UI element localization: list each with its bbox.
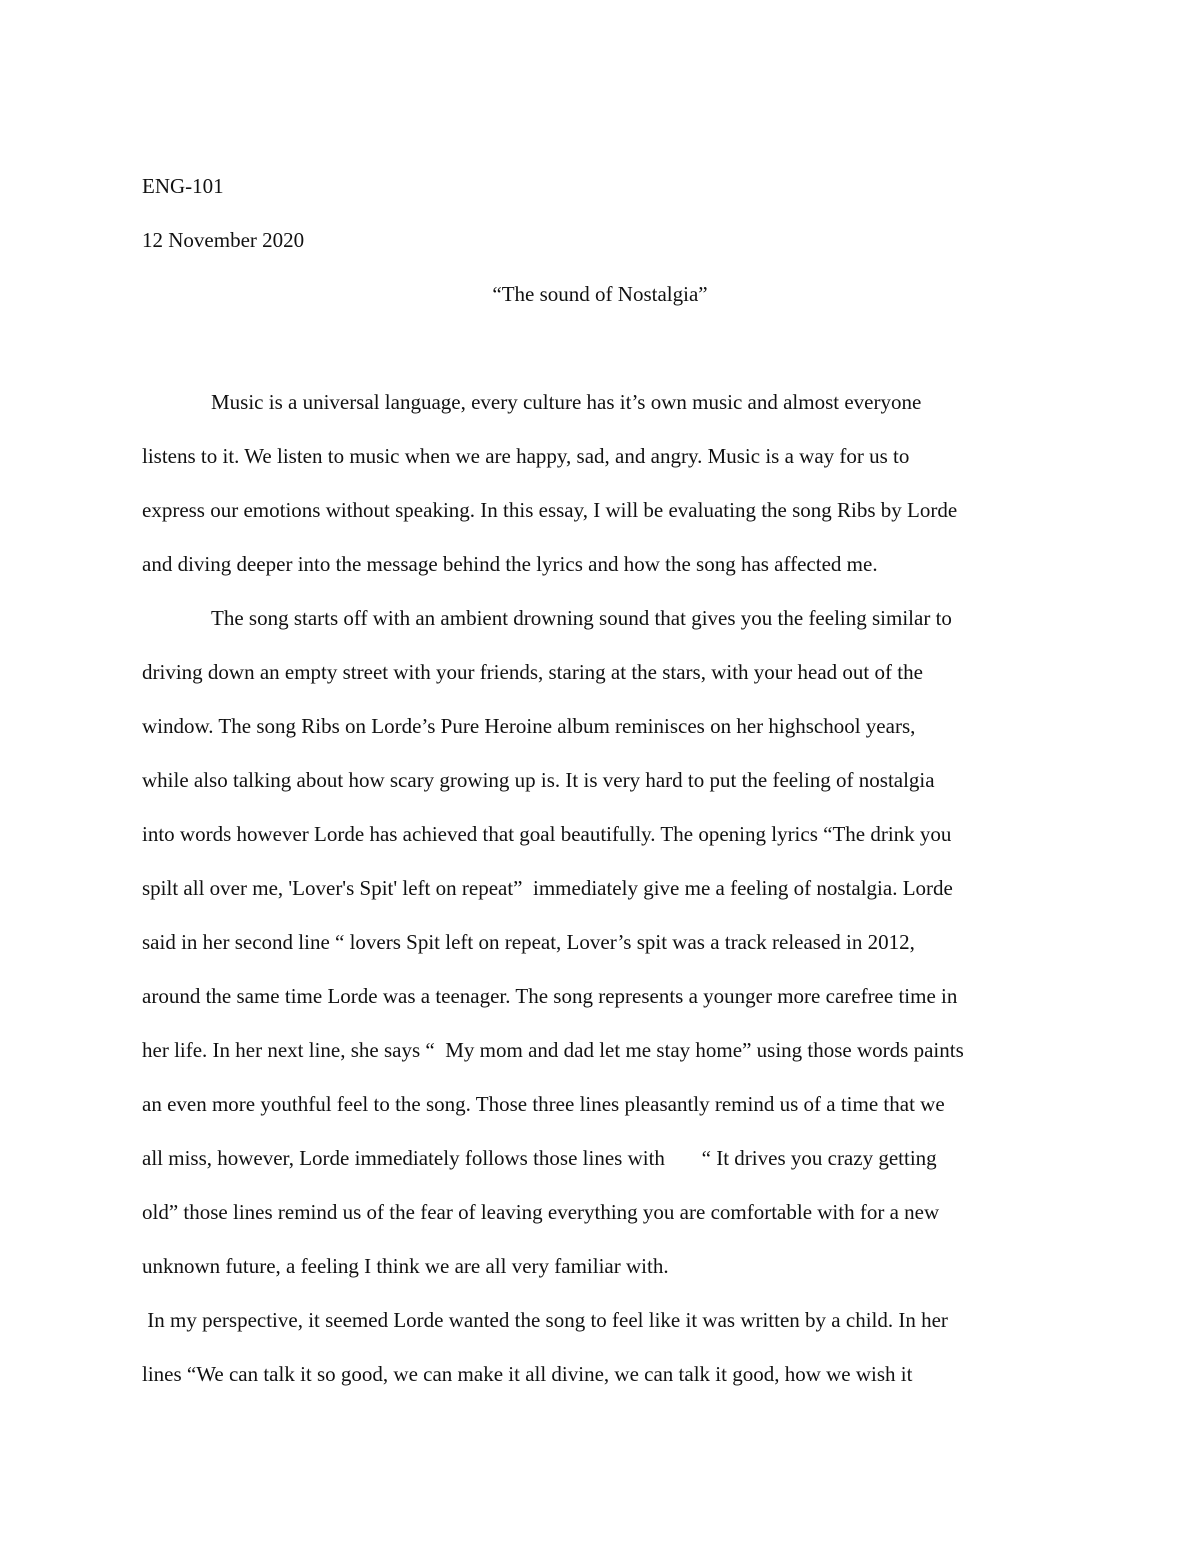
body-line-13: her life. In her next line, she says “ My mom and dad let me stay home” using those words paints	[142, 1038, 964, 1062]
body-line-16: old” those lines remind us of the fear of leaving everything you are comfortable with for a new	[142, 1200, 940, 1224]
body-line-1: Music is a universal language, every culture has it’s own music and almost everyone	[211, 390, 922, 414]
body-line-8: while also talking about how scary growing up is. It is very hard to put the feeling of nostalgia	[142, 768, 935, 792]
body-line-10: spilt all over me, 'Lover's Spit' left on repeat” immediately give me a feeling of nostalgia. Lorde	[142, 876, 953, 900]
body-line-12: around the same time Lorde was a teenager. The song represents a younger more carefree time in	[142, 984, 958, 1008]
body-line-6: driving down an empty street with your friends, staring at the stars, with your head out of the	[142, 660, 923, 684]
body-line-14: an even more youthful feel to the song. Those three lines pleasantly remind us of a time that we	[142, 1092, 945, 1116]
body-line-5: The song starts off with an ambient drowning sound that gives you the feeling similar to	[211, 606, 952, 630]
body-line-11: said in her second line “ lovers Spit left on repeat, Lover’s spit was a track released in 2012,	[142, 930, 915, 954]
body-line-9: into words however Lorde has achieved that goal beautifully. The opening lyrics “The drink you	[142, 822, 952, 846]
body-line-4: and diving deeper into the message behind the lyrics and how the song has affected me.	[142, 552, 878, 576]
body-line-17: unknown future, a feeling I think we are all very familiar with.	[142, 1254, 669, 1278]
essay-date: 12 November 2020	[142, 228, 305, 252]
body-line-2: listens to it. We listen to music when we are happy, sad, and angry. Music is a way for us to	[142, 444, 910, 468]
body-line-3: express our emotions without speaking. In this essay, I will be evaluating the song Ribs by Lorde	[142, 498, 958, 522]
body-line-15: all miss, however, Lorde immediately follows those lines with “ It drives you crazy getting	[142, 1146, 937, 1170]
essay-title: “The sound of Nostalgia”	[492, 282, 708, 306]
body-line-7: window. The song Ribs on Lorde’s Pure Heroine album reminisces on her highschool years,	[142, 714, 916, 738]
course-code: ENG-101	[142, 174, 224, 198]
body-line-19: lines “We can talk it so good, we can make it all divine, we can talk it good, how we wish it	[142, 1362, 913, 1386]
body-line-18: In my perspective, it seemed Lorde wanted the song to feel like it was written by a child. In her	[142, 1308, 948, 1332]
